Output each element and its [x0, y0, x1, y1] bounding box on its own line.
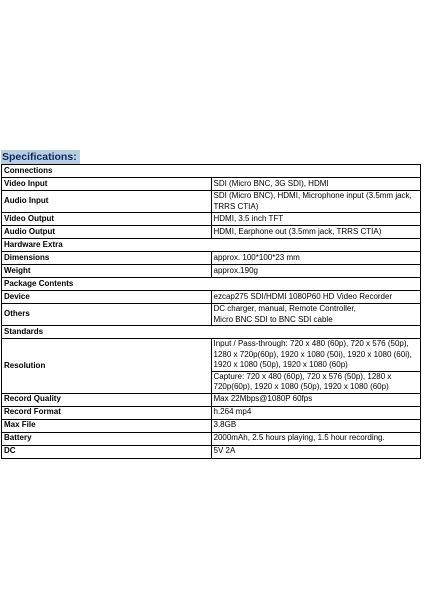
label-dc: DC — [2, 445, 212, 458]
table-row — [2, 445, 421, 458]
others-line-2: Micro BNC SDI to BNC SDI cable — [213, 314, 333, 324]
label-audio-output: Audio Output — [2, 226, 212, 239]
value-resolution-input — [211, 339, 421, 372]
value-audio-input: SDI (Micro BNC), HDMI, Microphone input (3.5mm jack, TRRS CTIA) — [211, 191, 421, 213]
value-record-format: h.264 mp4 — [211, 406, 421, 419]
section-connections: Connections — [2, 165, 421, 178]
value-battery: 2000mAh, 2.5 hours playing, 1.5 hour recording. — [211, 432, 421, 445]
label-video-input: Video Input — [2, 178, 212, 191]
value-dimensions: approx. 100*100*23 mm — [211, 252, 421, 265]
table-row — [2, 339, 421, 372]
section-standards: Standards — [2, 326, 421, 339]
value-weight: approx.190g — [211, 265, 421, 278]
table-row — [2, 291, 421, 304]
table-row — [2, 278, 421, 291]
value-audio-output: HDMI, Earphone out (3.5mm jack, TRRS CTIA) — [211, 226, 421, 239]
value-dc: 5V 2A — [211, 445, 421, 458]
table-row — [2, 239, 421, 252]
value-others — [211, 304, 421, 326]
table-row — [2, 165, 421, 178]
section-package-contents: Package Contents — [2, 278, 421, 291]
resolution-capture-text: Capture: 720 x 480 (60p), 720 x 576 (50p), 1280 x 720p(60p), 1920 x 1080 (50p), 1920 x 1080 (60p) — [213, 371, 392, 391]
label-audio-input: Audio Input — [2, 191, 212, 213]
value-device: ezcap275 SDI/HDMI 1080P60 HD Video Recorder — [211, 291, 421, 304]
specifications-heading: Specifications: — [1, 150, 80, 164]
label-weight: Weight — [2, 265, 212, 278]
table-row — [2, 419, 421, 432]
table-row — [2, 304, 421, 326]
value-max-file: 3.8GB — [211, 419, 421, 432]
table-row — [2, 226, 421, 239]
table-row — [2, 393, 421, 406]
label-record-format: Record Format — [2, 406, 212, 419]
table-row — [2, 406, 421, 419]
specifications-table — [1, 164, 421, 459]
value-video-input: SDI (Micro BNC, 3G SDI), HDMI — [211, 178, 421, 191]
table-row — [2, 432, 421, 445]
table-row — [2, 213, 421, 226]
table-row — [2, 252, 421, 265]
label-video-output: Video Output — [2, 213, 212, 226]
value-video-output: HDMI, 3.5 inch TFT — [211, 213, 421, 226]
label-max-file: Max File — [2, 419, 212, 432]
label-record-quality: Record Quality — [2, 393, 212, 406]
section-hardware-extra: Hardware Extra — [2, 239, 421, 252]
value-resolution-capture — [211, 371, 421, 393]
table-row — [2, 178, 421, 191]
table-row — [2, 191, 421, 213]
label-dimensions: Dimensions — [2, 252, 212, 265]
label-others: Others — [2, 304, 212, 326]
label-battery: Battery — [2, 432, 212, 445]
label-resolution: Resolution — [2, 339, 212, 394]
table-row — [2, 265, 421, 278]
table-row — [2, 326, 421, 339]
value-record-quality: Max 22Mbps@1080P 60fps — [211, 393, 421, 406]
label-device: Device — [2, 291, 212, 304]
resolution-input-text: Input / Pass-through: 720 x 480 (60p), 720 x 576 (50p), 1280 x 720p(60p), 1920 x 1080 (50i), 1920 x 1080 (60i), 1920 x 1080 (50p), 1920 x 1080 (60p) — [213, 339, 412, 369]
others-line-1: DC charger, manual, Remote Controller, — [213, 304, 356, 313]
